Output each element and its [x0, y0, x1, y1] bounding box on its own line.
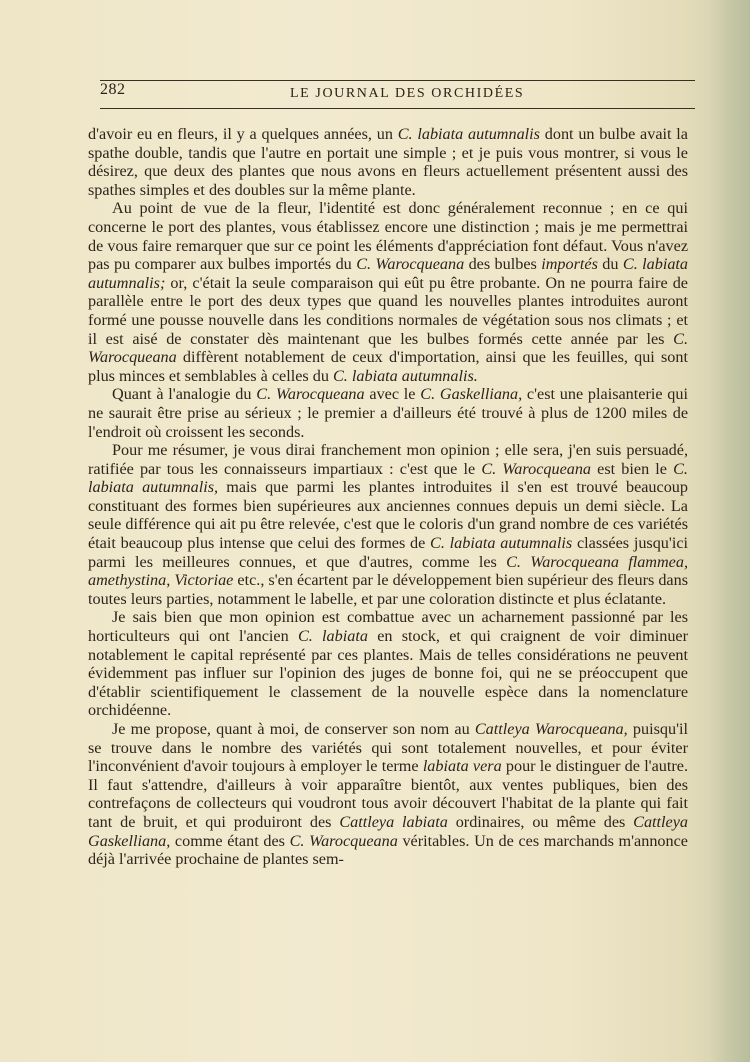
- italic-text: C. Warocqueana: [256, 385, 365, 404]
- article-body: [88, 125, 688, 869]
- italic-text: C. Warocqueana: [289, 831, 398, 850]
- italic-text: C. labiata: [297, 627, 368, 646]
- text-run: mais que parmi les plantes introduites il s'en est trouvé beaucoup constituant des formes bien supérieures aux anciennes connues depuis un demi siècle. La seule différence qui ait pu être relevée, c'est que le coloris d'un grand nombre de ces variétés était beaucoup plus intense que celui des formes de: [88, 478, 688, 553]
- text-run: Pour me résumer, je vous dirai franchement mon opinion ; elle sera, j'en suis persuadé, ratifiée par tous les connaisseurs impartiaux : c'est que le: [88, 441, 688, 478]
- page-edge-shadow: [710, 0, 750, 1062]
- italic-text: C. Warocqueana: [88, 329, 688, 367]
- italic-text: C. Warocqueana: [481, 459, 592, 478]
- italic-text: C. labiata autumnalis,: [88, 459, 688, 497]
- text-run: Au point de vue de la fleur, l'identité est donc généralement reconnue ; en ce qui concerne le port des plantes, vous établissez encore une distinction ; mais je me permettrai de vous faire remarquer que sur ce point les éléments d'appréciation font défaut. Vous n'avez pas pu comparer aux bulbes importés du: [88, 199, 688, 274]
- italic-text: C. labiata autumnalis: [397, 125, 540, 143]
- text-run: classées jusqu'ici parmi les meilleures connues, et que d'autres, comme les: [88, 534, 688, 571]
- text-run: d'avoir eu en fleurs, il y a quelques années, un: [88, 125, 398, 143]
- text-run: des bulbes: [464, 255, 542, 274]
- text-run: or, c'était la seule comparaison qui eût pu être probante. On ne pourra faire de parallèle entre le port des deux types que quand les nouvelles plantes introduites auront formé une pousse nouvelle dans les conditions normales de végétation sous nos climats ; et il est aisé de constater dès maintenant que les bulbes formés cette année par les: [88, 273, 688, 348]
- text-run: pour le distinguer de l'autre. Il faut s'attendre, d'ailleurs à voir apparaître bientôt, aux ventes publiques, bien des contrefaçons de collecteurs qui voudront tous avoir découvert l'habitat de la plante qui fait tant de bruit, et qui produiront des: [88, 757, 689, 831]
- text-run: véritables. Un de ces marchands m'annonce déjà l'arrivée prochaine de plantes sem-: [88, 831, 688, 869]
- text-run: c'est une plaisanterie qui ne saurait être prise au sérieux ; le premier a d'ailleurs été trouvé à plus de 1200 miles de l'endroit où croissent les seconds.: [88, 385, 688, 441]
- text-run: etc., s'en écartent par le développement bien supérieur des fleurs dans toutes leurs parties, notamment le labelle, et par une coloration distincte et plus éclatante.: [88, 571, 688, 608]
- text-run: du: [597, 255, 623, 274]
- header-rule-bottom: [100, 108, 695, 109]
- paragraph: [88, 199, 688, 385]
- text-run: est bien le: [591, 459, 674, 478]
- paragraph: [88, 385, 688, 441]
- paragraph: [88, 441, 688, 608]
- italic-text: C. Warocqueana flammea, amethystina, Victoriae: [88, 552, 688, 590]
- italic-text: Cattleya labiata: [339, 812, 448, 831]
- text-run: avec le: [364, 385, 421, 404]
- page-number: 282: [100, 81, 126, 98]
- running-title: LE JOURNAL DES ORCHIDÉES: [290, 86, 525, 101]
- text-run: ordinaires, ou même des: [447, 812, 634, 831]
- italic-text: importés: [541, 255, 598, 274]
- text-run: en stock, et qui craignent de voir diminuer notablement le capital représenté par ces plantes. Mais de telles considérations ne peuvent évidemment pas influer sur l'opinion des juges de bonne foi, qui ne se préoccupent que d'établir scientifiquement le classement de la nouvelle espèce dans la nomenclature orchidéenne.: [88, 627, 688, 720]
- text-run: diffèrent notablement de ceux d'importation, ainsi que les feuilles, qui sont plus minces et semblables à celles du: [88, 348, 688, 385]
- italic-text: C. labiata autumnalis;: [88, 255, 689, 292]
- italic-text: Cattleya Warocqueana,: [474, 720, 628, 738]
- text-run: Quant à l'analogie du: [112, 385, 257, 404]
- italic-text: C. Warocqueana: [356, 255, 465, 274]
- italic-text: Cattleya Gaskelliana,: [88, 812, 689, 850]
- text-run: Je sais bien que mon opinion est combattue avec un acharnement passionné par les horticulteurs qui ont l'ancien: [88, 608, 688, 646]
- paragraph: [88, 608, 688, 720]
- italic-text: C. labiata autumnalis.: [333, 366, 478, 385]
- page-header: [100, 74, 695, 114]
- italic-text: C. labiata autumnalis: [430, 534, 573, 553]
- text-run: dont un bulbe avait la spathe double, tandis que l'autre en portait une simple ; et je puis vous montrer, si vous le désirez, que deux des plantes que nous avons en fleurs actuellement présentent aussi des spathes simples et des doubles sur la même plante.: [88, 125, 688, 199]
- paragraph: [88, 125, 688, 199]
- paragraph: [88, 720, 688, 869]
- text-run: puisqu'il se trouve dans le nombre des variétés qui sont totalement nouvelles, et pour éviter l'inconvénient d'avoir toujours à employer le terme: [88, 720, 688, 776]
- text-run: comme étant des: [170, 831, 290, 850]
- italic-text: C. Gaskelliana,: [420, 385, 523, 404]
- header-rule-top: [100, 80, 695, 81]
- italic-text: labiata vera: [422, 757, 502, 776]
- text-run: Je me propose, quant à moi, de conserver son nom au: [112, 720, 475, 738]
